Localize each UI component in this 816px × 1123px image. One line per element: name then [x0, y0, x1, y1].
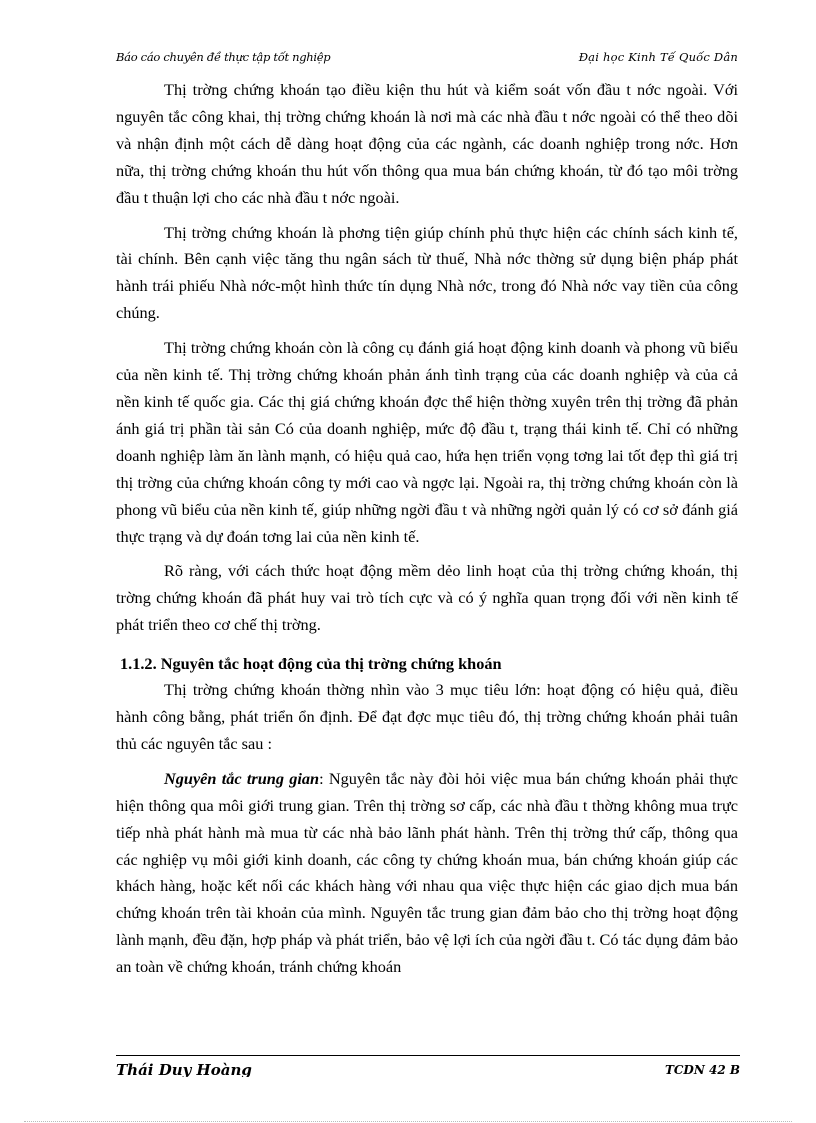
- footer-divider: [116, 1055, 740, 1056]
- footer-author: Thái Duy Hoàng: [116, 1061, 252, 1077]
- section-heading: 1.1.2. Nguyên tắc hoạt động của thị trờng chứng khoán: [120, 654, 502, 674]
- principle-term: Nguyên tắc trung gian: [164, 768, 320, 788]
- footer-class: TCDN 42 B: [664, 1063, 740, 1077]
- paragraph-economic-barometer: Thị trờng chứng khoán còn là công cụ đánh giá hoạt động kinh doanh và phong vũ biểu của nền kinh tế. Thị trờng chứng khoán phản ánh tình trạng của các doanh nghiệp và của cả nền kinh tế quốc gia. Các thị giá chứng khoán đợc thể hiện thờng xuyên trên thị trờng đã phản ánh giá trị phần tài sản Có của doanh nghiệp, mức độ đầu t, trạng thái kinh tế. Chỉ có những doanh nghiệp làm ăn lành mạnh, có hiệu quả cao, hứa hẹn triển vọng tơng lai tốt đẹp thì giá trị thị trờng của chứng khoán công ty mới cao và ngợc lại. Ngoài ra, thị trờng chứng khoán còn là phong vũ biểu của nền kinh tế, giúp những ngời đầu t và những ngời quản lý có cơ sở đánh giá thực trạng và dự đoán tơng lai của nền kinh tế.: [116, 338, 738, 546]
- header-report-title: Báo cáo chuyên đề thực tập tốt nghiệp: [116, 50, 331, 64]
- page-header: [116, 46, 738, 68]
- paragraph-capital-attraction: Thị trờng chứng khoán tạo điều kiện thu hút và kiểm soát vốn đầu t nớc ngoài. Với nguyên tắc công khai, thị trờng chứng khoán là nơi mà các nhà đầu t nớc ngoài có thể theo dõi và nhận định một cách dễ dàng hoạt động của các ngành, các doanh nghiệp trong nớc. Hơn nữa, thị trờng chứng khoán thu hút vốn thông qua mua bán chứng khoán, từ đó tạo môi trờng đầu t thuận lợi cho các nhà đầu t nớc ngoài.: [116, 80, 738, 207]
- page-edge-dotted-line: [24, 1121, 792, 1122]
- paragraph-conclusion: Rõ ràng, với cách thức hoạt động mềm dẻo linh hoạt của thị trờng chứng khoán, thị trờng chứng khoán đã phát huy vai trò tích cực và có ý nghĩa quan trọng đối với nền kinh tế phát triển theo cơ chế thị trờng.: [116, 561, 738, 635]
- paragraph-policy-tool: Thị trờng chứng khoán là phơng tiện giúp chính phủ thực hiện các chính sách kinh tế, tài chính. Bên cạnh việc tăng thu ngân sách từ thuế, Nhà nớc thờng sử dụng biện pháp phát hành trái phiếu Nhà nớc-một hình thức tín dụng Nhà nớc, trong đó Nhà nớc vay tiền của công chúng.: [116, 222, 738, 323]
- document-body: [116, 77, 738, 986]
- header-university: Đại học Kinh Tế Quốc Dân: [578, 50, 738, 64]
- paragraph-objectives: Thị trờng chứng khoán thờng nhìn vào 3 mục tiêu lớn: hoạt động có hiệu quả, điều hành công bằng, phát triển ổn định. Để đạt đợc mục tiêu đó, thị trờng chứng khoán phải tuân thủ các nguyên tắc sau :: [116, 680, 738, 753]
- page-footer: [116, 1061, 740, 1077]
- paragraph-intermediary-principle: [116, 766, 738, 981]
- principle-text: : Nguyên tắc này đòi hỏi việc mua bán chứng khoán phải thực hiện thông qua môi giới trung gian. Trên thị trờng sơ cấp, các nhà đầu t thờng không mua trực tiếp nhà phát hành mà mua từ các nhà bảo lãnh phát hành. Trên thị trờng thứ cấp, thông qua các nghiệp vụ môi giới kinh doanh, các công ty chứng khoán mua, bán chứng khoán giúp các khách hàng, hoặc kết nối các khách hàng với nhau qua việc thực hiện các giao dịch mua bán chứng khoán trên tài khoản của mình. Nguyên tắc trung gian đảm bảo cho thị trờng hoạt động lành mạnh, đều đặn, hợp pháp và phát triển, bảo vệ lợi ích của ngời đầu t. Có tác dụng đảm bảo an toàn về chứng khoán, tránh chứng khoán: [116, 768, 738, 977]
